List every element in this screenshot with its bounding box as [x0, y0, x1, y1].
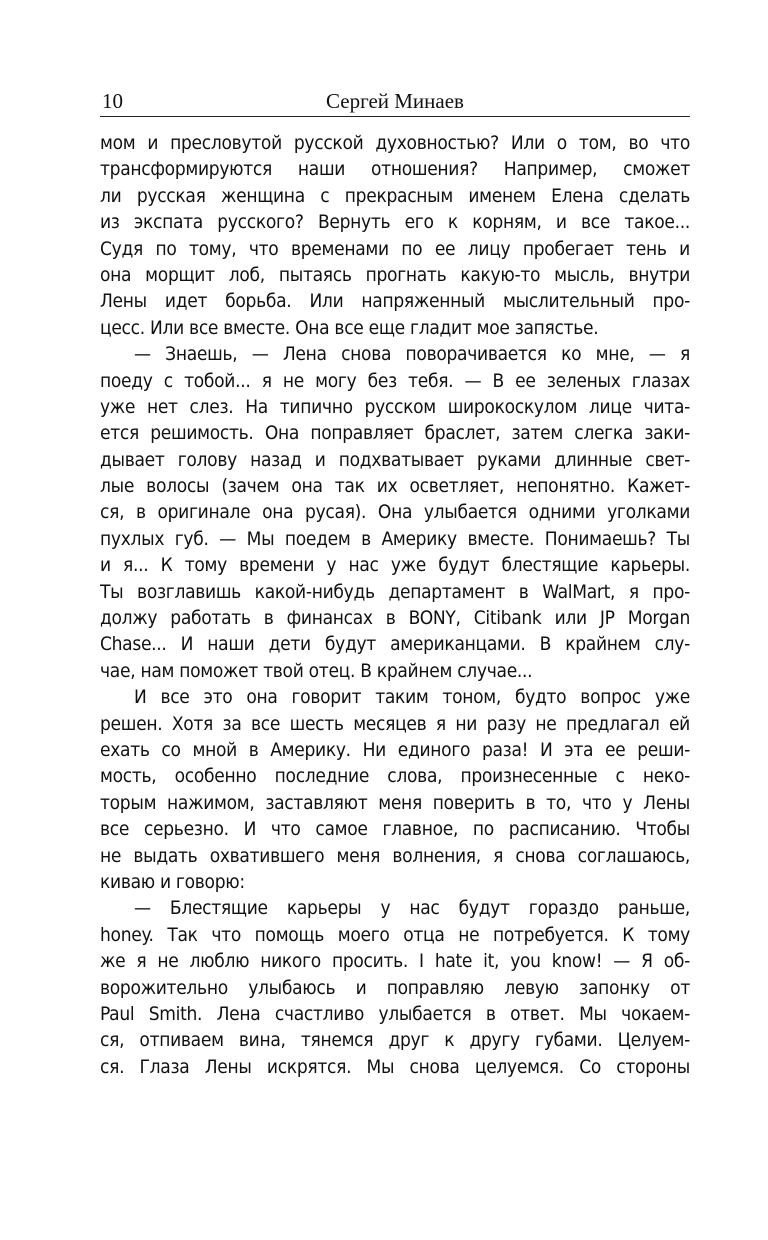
text-line: ся, отпиваем вина, тянемся друг к другу губами. Целуем-: [100, 1029, 690, 1052]
text-line: все серьезно. И что самое главное, по расписанию. Чтобы: [100, 818, 690, 841]
text-line: — Знаешь, — Лена снова поворачивается ко мне, — я: [134, 343, 690, 366]
text-line: и я... К тому времени у нас уже будут блестящие карьеры.: [100, 554, 690, 577]
page-number: 10: [102, 89, 123, 113]
text-line: ся, в оригинале она русая). Она улыбается одними уголками: [100, 501, 690, 524]
text-line: ворожительно улыбаюсь и поправляю левую запонку от: [100, 976, 690, 999]
paragraph: [100, 341, 690, 684]
paragraph: [100, 130, 690, 341]
text-line: торым нажимом, заставляют меня поверить в то, что у Лены: [100, 791, 690, 814]
text-line: ехать со мной в Америку. Ни единого раза! И эта ее реши-: [100, 738, 690, 761]
body-text: [100, 130, 690, 1080]
text-line: мом и пресловутой русской духовностью? Или о том, во что: [100, 132, 690, 154]
text-line: чае, нам поможет твой отец. В крайнем случае...: [100, 659, 533, 682]
text-line: Лены идет борьба. Или напряженный мыслительный про-: [100, 290, 690, 313]
text-line: не выдать охватившего меня волнения, я снова соглашаюсь,: [100, 844, 690, 867]
running-title: Сергей Минаев: [326, 89, 464, 113]
text-line: мость, особенно последние слова, произнесенные с неко-: [100, 765, 690, 788]
text-line: должу работать в финансах в BONY, Citibank или JP Morgan: [100, 607, 690, 630]
running-header: [100, 80, 690, 117]
text-line: цесс. Или все вместе. Она все еще гладит мое запястье.: [100, 316, 599, 339]
text-line: киваю и говорю:: [100, 870, 245, 893]
text-line: дывает голову назад и подхватывает руками длинные свет-: [100, 448, 690, 471]
text-line: Chase... И наши дети будут американцами. В крайнем слу-: [100, 633, 690, 656]
text-line: Paul Smith. Лена счастливо улыбается в ответ. Мы чокаем-: [100, 1002, 690, 1025]
text-line: И все это она говорит таким тоном, будто вопрос уже: [134, 686, 690, 709]
paragraph: [100, 895, 690, 1080]
text-line: ли русская женщина с прекрасным именем Елена сделать: [100, 184, 690, 207]
text-line: honey. Так что помощь моего отца не потребуется. К тому: [100, 923, 690, 946]
text-line: трансформируются наши отношения? Например, сможет: [100, 158, 690, 181]
text-line: Судя по тому, что временами по ее лицу пробегает тень и: [100, 237, 690, 260]
text-line: поеду с тобой... я не могу без тебя. — В ее зеленых глазах: [100, 369, 690, 392]
text-line: она морщит лоб, пытаясь прогнать какую-то мысль, внутри: [100, 263, 690, 286]
text-line: — Блестящие карьеры у нас будут гораздо раньше,: [134, 897, 690, 920]
text-line: же я не люблю никого просить. I hate it, you know! — Я об-: [100, 950, 690, 973]
paragraph: [100, 684, 690, 895]
text-line: из экспата русского? Вернуть его к корням, и все такое...: [100, 211, 690, 234]
text-line: Ты возглавишь какой-нибудь департамент в WalMart, я про-: [100, 580, 690, 603]
text-line: лые волосы (зачем она так их осветляет, непонятно. Кажет-: [100, 475, 690, 498]
text-line: уже нет слез. На типично русском широкоскулом лице чита-: [100, 395, 690, 418]
text-line: ется решимость. Она поправляет браслет, затем слегка заки-: [100, 422, 690, 445]
text-line: ся. Глаза Лены искрятся. Мы снова целуемся. Со стороны: [100, 1055, 690, 1078]
text-line: пухлых губ. — Мы поедем в Америку вместе. Понимаешь? Ты: [100, 527, 690, 550]
text-line: решен. Хотя за все шесть месяцев я ни разу не предлагал ей: [100, 712, 690, 735]
